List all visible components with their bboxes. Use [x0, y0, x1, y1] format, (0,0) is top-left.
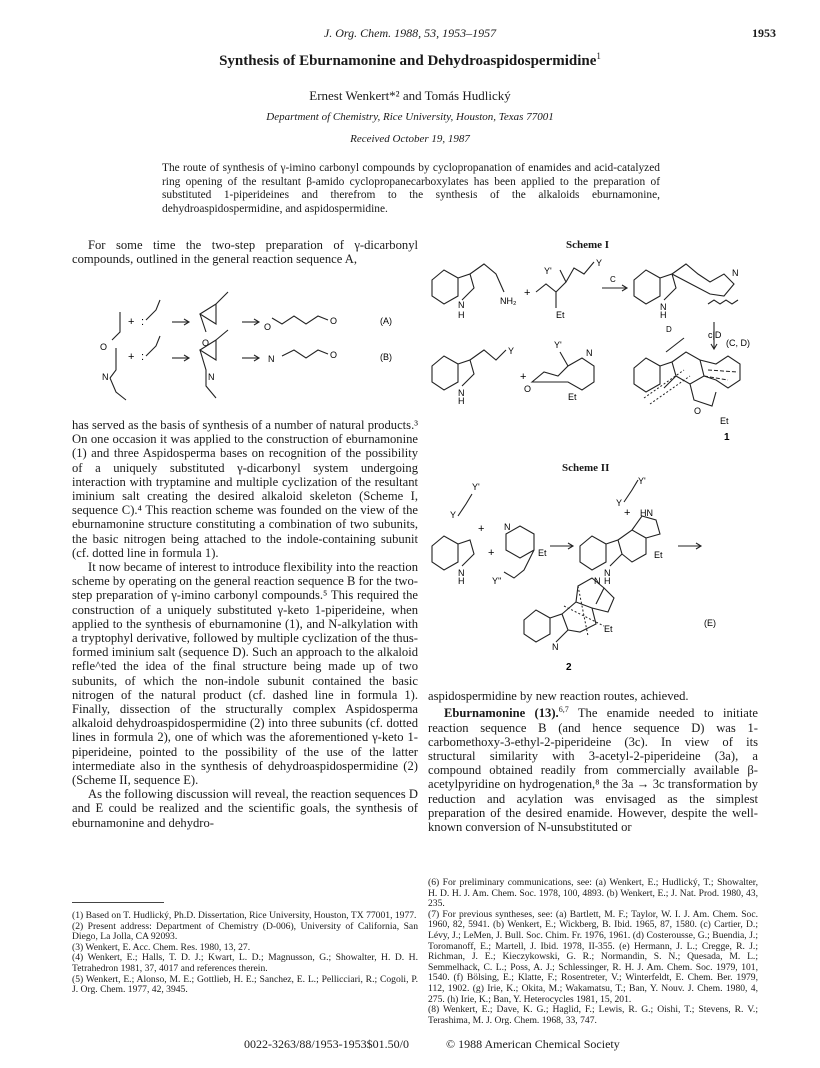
paragraph-eburnamonine	[428, 703, 758, 834]
enamide-bonds	[110, 348, 126, 400]
tryptamine	[432, 264, 517, 320]
amine-label: NH₂	[500, 296, 517, 306]
dicarbonyl-chain	[272, 316, 328, 324]
plus-sign: +	[524, 287, 531, 299]
nitrogen-label: N	[268, 354, 275, 364]
ethyl-label: Et	[556, 310, 565, 320]
vinyl-bond	[458, 494, 472, 516]
footnote: (2) Present address: Department of Chemistry (D-006), University of California, San Diego, La Jolla, CA 92093.	[72, 920, 418, 943]
plus-sign: +	[128, 316, 135, 328]
footnote: (8) Wenkert, E.; Dave, K. G.; Haglid, F.; Lewis, R. G.; Oishi, T.; Stevens, R. V.; Terashima, M. J. Org. Chem. 1968, 33, 747.	[428, 1004, 758, 1026]
nitrogen-label: N	[732, 268, 739, 278]
scheme-1-title: Scheme I	[566, 239, 610, 251]
footnote: (1) Based on T. Hudlický, Ph.D. Dissertation, Rice University, Houston, TX 77001, 1977.	[72, 910, 417, 921]
keto-piperideine	[524, 340, 594, 402]
running-header: J. Org. Chem. 1988, 53, 1953–1957	[323, 26, 497, 40]
paragraph: As the following discussion will reveal, the reaction sequences D and E could be realized and the scientific goals, the synthesis of eburnamonine and dehydro-	[72, 787, 418, 830]
carbene-colon: :	[141, 316, 145, 328]
plus-sign: +	[488, 547, 495, 559]
footnote: (3) Wenkert, E. Acc. Chem. Res. 1980, 13, 27.	[72, 941, 251, 953]
nitrogen-label: N	[594, 576, 601, 586]
nitrogen-label: N	[458, 300, 465, 310]
sequence-b-label: (B)	[380, 352, 392, 362]
keto-piperideine	[492, 522, 547, 586]
indole-ring	[432, 264, 504, 304]
cyclopropane	[200, 292, 228, 332]
left-footnotes	[72, 911, 418, 996]
compound-2-label: 2	[566, 662, 572, 673]
arrow-d-label: D	[666, 325, 672, 334]
dehydroaspidospermidine-structure	[524, 576, 716, 673]
scheme-2	[428, 476, 760, 686]
plus-sign: +	[624, 507, 631, 519]
y-label: Y	[596, 258, 603, 268]
scheme-2-title: Scheme II	[562, 462, 610, 474]
left-column-body	[72, 418, 418, 830]
plus-sign: +	[520, 371, 527, 383]
plus-sign: +	[128, 351, 135, 363]
tetracyclic-intermediate	[580, 508, 663, 586]
sequence-a	[100, 292, 392, 352]
nitrogen-label: N	[208, 372, 215, 382]
nitrogen-label: N	[604, 568, 611, 578]
article-title	[0, 51, 820, 70]
oxygen-label: O	[264, 322, 272, 332]
footnote: (6) For preliminary communications, see: (a) Wenkert, E.; Hudlický, T.; Showalter, H. D. H. J. Am. Chem. Soc. 1978, 100, 4893. (b) Wenkert, E.; J. Nat. Prod. 1980, 43, 235.	[428, 877, 758, 910]
iminium-intermediate	[634, 264, 739, 320]
oxygen-label: O	[100, 342, 108, 352]
indole-ring	[432, 350, 506, 390]
y-prime-label: Y'	[472, 482, 480, 492]
compound-1-label: 1	[724, 432, 730, 443]
plus-sign: +	[478, 523, 485, 535]
y-prime-label: Y'	[554, 340, 562, 350]
arrow-d	[666, 338, 684, 352]
abstract: The route of synthesis of γ-imino carbonyl compounds by cyclopropanation of enamides and acid-catalyzed ring opening of the resultant β-amido cyclopropanecarboxylates has been applied to the preparation of substituted 1-piperideines and therefrom to the synthesis of the alkaloids eburnamonine, dehydroaspidospermidine, and aspidospermidine.	[162, 162, 660, 215]
sequence-c-d-label: (C, D)	[726, 338, 750, 348]
paragraph: For some time the two-step preparation of γ-dicarbonyl compounds, outlined in the general reaction sequence A,	[72, 238, 418, 267]
arrow-c-d-label: c|D	[708, 330, 722, 340]
left-column-intro	[72, 238, 418, 266]
y-label: Y	[450, 510, 457, 520]
scheme-1	[428, 252, 760, 458]
ethyl-label: Et	[538, 548, 547, 558]
paragraph: has served as the basis of synthesis of a number of natural products.³ On one occasion it was applied to the construction of eburnamonine (1) and three Aspidosperma bases on recognition of the possibility of a uniquely substituted γ-dicarbonyl system undergoing interaction with tryptamine and multiple cyclization of the resultant iminium salt creating the desired alkaloid skeleton (Scheme I, sequence C).⁴ This reaction scheme was founded on the view of the eburnamonine structure constituting a combination of two subunits, the basic nitrogen being attached to the indole-containing subunit (cf. dotted line in formula 1).	[72, 418, 418, 560]
footnote-divider	[72, 902, 164, 903]
paragraph: aspidospermidine by new reaction routes, achieved.	[428, 689, 689, 703]
page-number: 1953	[752, 26, 776, 40]
arrow-c-label: C	[610, 275, 616, 284]
oxygen-label: O	[524, 384, 532, 394]
right-footnotes	[428, 878, 758, 1026]
oxygen-label: O	[694, 406, 702, 416]
footer-code: 0022-3263/88/1953-1953$01.50/0	[244, 1037, 409, 1051]
piperideine-ring	[532, 352, 594, 390]
eburnamonine-structure	[634, 352, 740, 443]
hexacyclic-rings	[524, 578, 614, 642]
nitrogen-label: N	[552, 642, 559, 652]
indole-ring	[432, 536, 474, 570]
hydrogen-label: H	[604, 576, 611, 586]
sequence-a-label: (A)	[380, 316, 392, 326]
ethyl-label: Et	[604, 624, 613, 634]
fused-rings	[580, 516, 660, 570]
received-date: Received October 19, 1987	[350, 133, 470, 145]
nitrogen-label: N	[102, 372, 109, 382]
nitrogen-label: N	[660, 302, 667, 312]
title-text: Synthesis of Eburnamonine and Dehydroaspidospermidine	[219, 53, 597, 69]
nitrogen-label: N	[458, 388, 465, 398]
footer-copyright: © 1988 American Chemical Society	[446, 1037, 620, 1051]
nitrogen-label: N	[458, 568, 465, 578]
hydrogen-label: H	[458, 310, 465, 320]
nitrogen-label: N	[504, 522, 511, 532]
sequence-e-label: (E)	[704, 618, 716, 628]
y-label: Y	[508, 346, 515, 356]
section-heading: Eburnamonine (13).	[444, 706, 559, 721]
paragraph-text: The enamide needed to initiate reaction sequence B (and hence sequence D) was 1-carbomethoxy-3-ethyl-2-piperideine (3c). In view of its structural similarity with 3-acetyl-2-piperideine (3a), a compound obtained readily from commercially available β-acetylpyridine on hydrogenation,⁸ the 3a → 3c transformation by reduction and acylation was envisaged as the simplest preparation of the desired enamide. However, despite the well-known conversion of N-unsubstituted or	[428, 706, 758, 835]
sequence-b	[102, 330, 392, 400]
vinyl-component	[450, 482, 480, 520]
hydrogen-label: H	[660, 310, 667, 320]
piperideine-ring	[504, 526, 534, 578]
ethyl-label: Et	[568, 392, 577, 402]
enol-ether-bond	[112, 312, 120, 340]
footnote: (7) For previous syntheses, see: (a) Bartlett, M. F.; Taylor, W. I. J. Am. Chem. Soc. 1960, 82, 5941. (b) Wenkert, E.; Wickberg, B. Ibid. 1965, 87, 1580. (c) Cartier, D.; Lévy, J.; LeMen, J. Bull. Soc. Chim. Fr. 1976, 1961. (d) Costerousse, G.; Buendia, J.; Toromanoff, E.; Martell, J. Ibid. 1978, II-355. (e) Hermann, J. L.; Cregge, R. J.; Richman, J. E.; Kieczykowski, G. R.; Normandin, S. N.; Quesada, M. L.; Semmelhack, C. L.; Poss, A. J.; Schlessinger, R. H. J. Am. Chem. Soc. 1979, 101, 1540. (f) Bölsing, E.; Klatte, F.; Rosentreter, V.; Winterfeldt, E. Chem. Ber. 1979, 112, 1902. (g) Irie, K.; Okita, M.; Wakamatsu, T.; Ban, Y. Nouv. J. Chem. 1980, 4, 275. (h) Irie, K.; Ban, Y. Heterocycles 1981, 15, 201.	[428, 908, 758, 1005]
oxygen-label: O	[330, 350, 338, 360]
reference-mark: 6,7	[558, 705, 569, 715]
oxygen-label: O	[202, 338, 210, 348]
authors: Ernest Wenkert*² and Tomás Hudlický	[309, 88, 511, 103]
ethyl-label: Et	[654, 550, 663, 560]
footnote: (4) Wenkert, E.; Halls, T. D. J.; Kwart, L. D.; Magnusson, G.; Showalter, H. D. H. Tetrahedron 1981, 37, 4017 and references therein.	[72, 952, 418, 974]
y-prime-label: Y'	[638, 476, 646, 486]
wavy-bond	[708, 300, 738, 304]
dotted-dissection-line	[644, 370, 690, 404]
ethyl-label: Et	[720, 416, 729, 426]
hn-label: HN	[640, 508, 653, 518]
oxygen-label: O	[330, 316, 338, 326]
hydrogen-label: H	[458, 396, 465, 406]
indole-iminium-rings	[634, 264, 734, 304]
indole	[432, 536, 474, 586]
right-column-body	[428, 689, 758, 834]
y-double-prime-label: Y''	[492, 576, 502, 586]
reaction-sequences-a-b	[96, 274, 418, 424]
imino-carbonyl-chain	[282, 350, 328, 358]
title-footnote-mark: 1	[596, 51, 601, 61]
vinyl-bond	[624, 480, 638, 502]
paragraph: It now became of interest to introduce flexibility into the reaction scheme by operating on the general reaction sequence B for the two-step preparation of γ-imino carbonyl compounds.⁵ This required the construction of a uniquely substituted γ-keto 1-piperideine, when applied to the synthesis of eburnamonine (1), and N-alkylation with a tryptophyl derivative, followed by multiple cyclization of the thus-formed iminium salt (sequence D). Such an approach to the alkaloid refle^ted the idea of the final structure being made up of two subunits, of which the non-indole subunit contained the basic nitrogen of the natural product (cf. dashed line in formula 1). Finally, dissection of the structurally complex Aspidosperma alkaloid dehydroaspidospermidine (2) into three subunits (cf. dotted lines in formula 2), one of which was the aforementioned γ-keto 1-piperideine, pointed to the possibility of the use of the latter intermediate also in the synthesis of dehydroaspidospermidine (2) (Scheme II, sequence E).	[72, 560, 418, 788]
dashed-dissection-line	[704, 370, 738, 380]
y-prime-label: Y'	[544, 266, 552, 276]
carbene-fragment	[146, 336, 160, 356]
footnote: (5) Wenkert, E.; Alonso, M. E.; Gottlieb, H. E.; Sanchez, E. L.; Pellicciari, R.; Cogoli, P. J. Org. Chem. 1977, 42, 3945.	[72, 973, 418, 996]
affiliation: Department of Chemistry, Rice University, Houston, Texas 77001	[266, 111, 554, 123]
y-label: Y	[616, 498, 623, 508]
carbene-fragment	[146, 300, 160, 320]
dotted-dissection-line	[564, 586, 604, 636]
hydrogen-label: H	[458, 576, 465, 586]
tryptophyl-derivative	[432, 346, 514, 406]
dicarbonyl-component	[536, 258, 602, 320]
nitrogen-label: N	[586, 348, 593, 358]
carbene-colon: :	[141, 351, 145, 363]
